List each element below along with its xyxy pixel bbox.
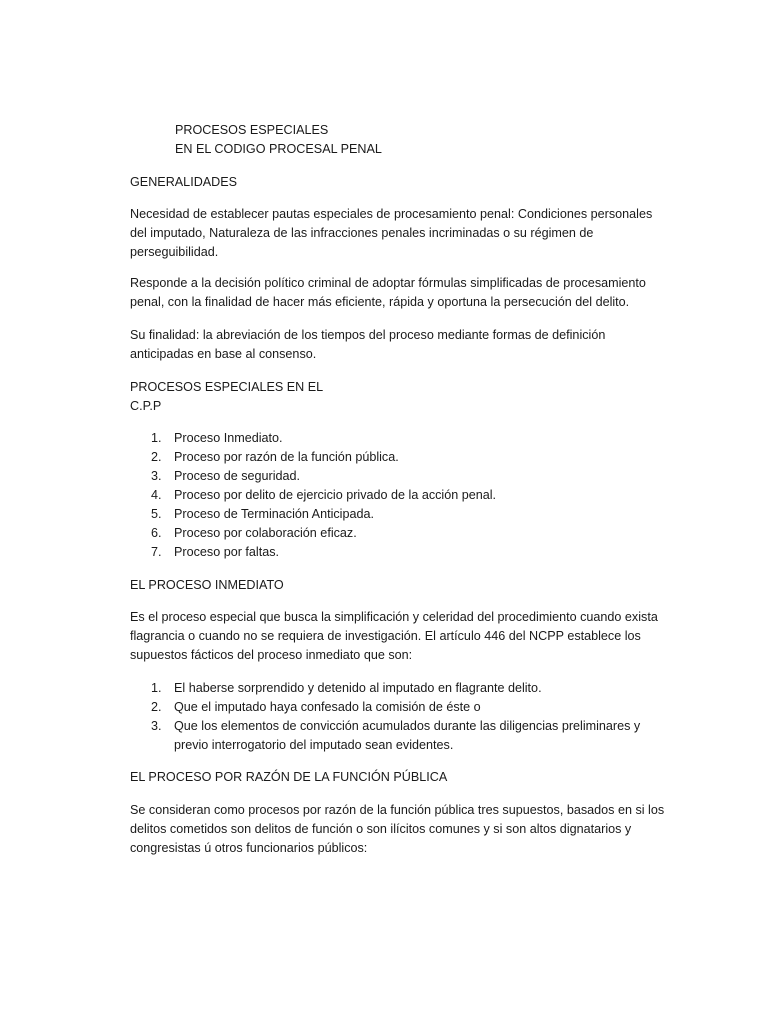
title-line-1: PROCESOS ESPECIALES — [175, 123, 329, 137]
list-item-text: Proceso por faltas. — [174, 545, 279, 559]
paragraph-necesidad: Necesidad de establecer pautas especiales de procesamiento penal: Condiciones personales del imputado, Naturaleza de las infracciones penales incriminadas o su régimen de perseguibilidad. — [130, 207, 653, 259]
list-item-text: Proceso por razón de la función pública. — [174, 450, 399, 464]
list-item-number: 5. — [151, 507, 162, 521]
heading-cpp-line-2: C.P.P — [130, 399, 162, 413]
list-item — [130, 467, 670, 486]
list-procesos-especiales — [130, 429, 670, 562]
paragraph-finalidad: Su finalidad: la abreviación de los tiempos del proceso mediante formas de definición anticipadas en base al consenso. — [130, 328, 606, 361]
list-item-number: 6. — [151, 526, 162, 540]
list-item-text: Proceso de seguridad. — [174, 469, 301, 483]
list-item — [130, 505, 670, 524]
list-item-text: Proceso de Terminación Anticipada. — [174, 507, 374, 521]
list-item-text: Proceso por delito de ejercicio privado de la acción penal. — [174, 488, 497, 502]
list-supuestos-facticos — [130, 679, 670, 755]
list-item — [130, 524, 670, 543]
list-item-number: 2. — [151, 700, 162, 714]
heading-funcion-publica: EL PROCESO POR RAZÓN DE LA FUNCIÓN PÚBLICA — [130, 770, 448, 784]
list-item-number: 3. — [151, 469, 162, 483]
list-item — [130, 679, 670, 698]
list-item — [130, 486, 670, 505]
list-item-number: 1. — [151, 681, 162, 695]
list-item-text: Que los elementos de convicción acumulados durante las diligencias preliminares y previo interrogatorio del imputado sean evidentes. — [174, 719, 641, 752]
list-item-number: 4. — [151, 488, 162, 502]
paragraph-proceso-inmediato: Es el proceso especial que busca la simplificación y celeridad del procedimiento cuando exista flagrancia o cuando no se requiera de investigación. El artículo 446 del NCPP establece los supuestos fácticos del proceso inmediato que son: — [130, 610, 658, 662]
list-item-number: 1. — [151, 431, 162, 445]
heading-proceso-inmediato: EL PROCESO INMEDIATO — [130, 578, 284, 592]
list-item-number: 3. — [151, 719, 162, 733]
paragraph-responde: Responde a la decisión político criminal de adoptar fórmulas simplificadas de procesamiento penal, con la finalidad de hacer más eficiente, rápida y oportuna la persecución del delito. — [130, 276, 646, 309]
heading-procesos-cpp — [130, 378, 670, 416]
list-item-text: Proceso Inmediato. — [174, 431, 283, 445]
list-item-text: Proceso por colaboración eficaz. — [174, 526, 357, 540]
heading-cpp-line-1: PROCESOS ESPECIALES EN EL — [130, 380, 324, 394]
list-item — [130, 429, 670, 448]
document-title — [175, 121, 382, 159]
paragraph-funcion-publica: Se consideran como procesos por razón de la función pública tres supuestos, basados en si los delitos cometidos son delitos de función o son ilícitos comunes y si son altos dignatarios y congresistas ú otros funcionarios públicos: — [130, 803, 665, 855]
list-item-text: El haberse sorprendido y detenido al imputado en flagrante delito. — [174, 681, 542, 695]
list-item-text: Que el imputado haya confesado la comisión de éste o — [174, 700, 481, 714]
list-item — [130, 448, 670, 467]
title-line-2: EN EL CODIGO PROCESAL PENAL — [175, 142, 382, 156]
list-item-number: 2. — [151, 450, 162, 464]
list-item-number: 7. — [151, 545, 162, 559]
list-item — [130, 543, 670, 562]
heading-generalidades: GENERALIDADES — [130, 175, 238, 189]
list-item — [130, 698, 670, 717]
list-item — [130, 717, 670, 755]
